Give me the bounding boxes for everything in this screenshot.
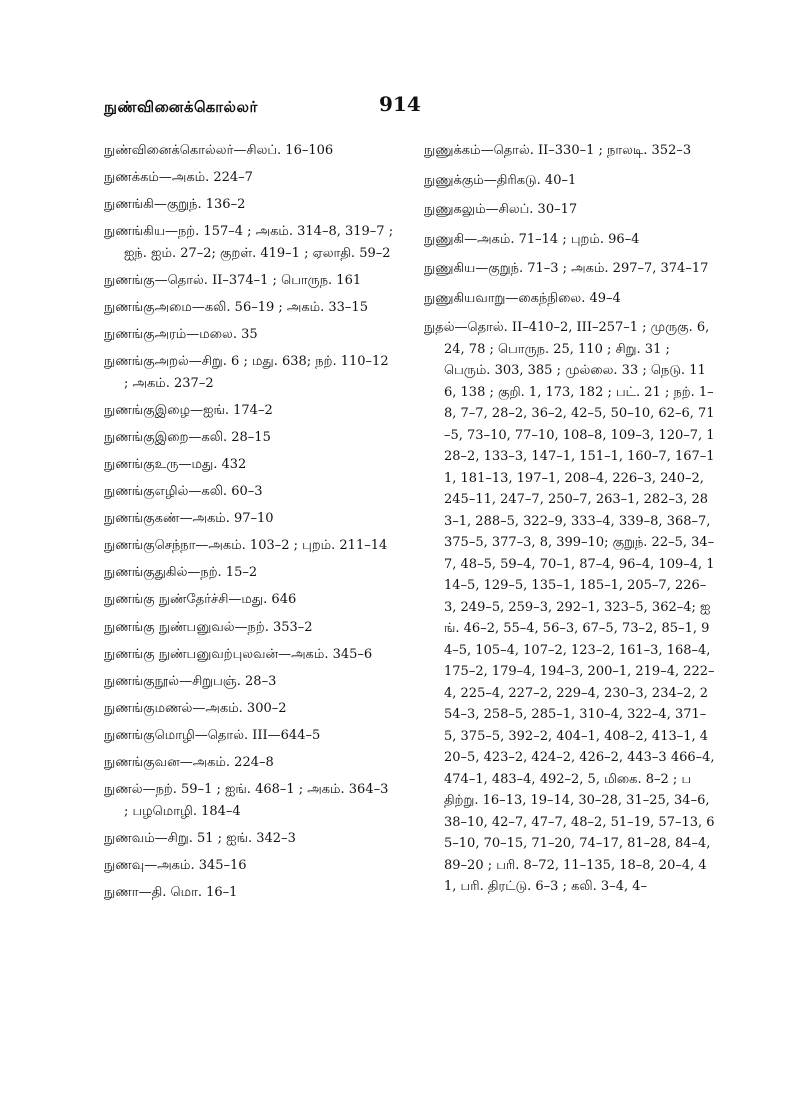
- index-entry: நுணக்கம்—அகம். 224–7: [104, 170, 253, 186]
- index-entry: நுணங்குமொழி—தொல். III—644–5: [104, 727, 321, 743]
- index-entry: நுணங்குவன—அகம். 224–8: [104, 754, 274, 770]
- index-entry: நுணல்—நற். 59–1 ; ஐங். 468–1 ; அகம். 364–3 ; பழமொழி. 184–4: [104, 782, 389, 819]
- index-entry: நுணா—தி. மொ. 16–1: [104, 884, 238, 900]
- index-entry: நுணுக்கம்—தொல். II–330–1 ; நாலடி. 352–3: [424, 143, 692, 158]
- index-entry: நுணங்குஅறல்—சிறு. 6 ; மது. 638; நற். 110–12 ; அகம். 237–2: [104, 354, 389, 391]
- page-number: 914: [379, 92, 421, 116]
- index-entry: நுணங்குகண்—அகம். 97–10: [104, 511, 274, 527]
- index-entry: நுணங்குஇறை—கலி. 28–15: [104, 429, 271, 445]
- index-entry: நுணங்குஇழை—ஐங். 174–2: [104, 402, 273, 418]
- index-entry: நுணவு—அகம். 345–16: [104, 857, 247, 873]
- left-column: [104, 140, 394, 909]
- index-entry: நுணங்குதுகில்—நற். 15–2: [104, 565, 258, 581]
- index-entry: நுணங்கு நுண்தேர்ச்சி—மது. 646: [104, 592, 297, 608]
- index-entry: நுணங்குஅரம்—மலை. 35: [104, 327, 258, 343]
- index-entry: நுணவம்—சிறு. 51 ; ஐங். 342–3: [104, 830, 296, 846]
- index-entry: நுணங்குஎழில்—கலி. 60–3: [104, 484, 263, 500]
- index-entry: நுணங்கிய—நற். 157–4 ; அகம். 314–8, 319–7 ; ஐந். ஐம். 27–2; குறள். 419–1 ; ஏலாதி. 59–2: [104, 224, 394, 261]
- index-entry: நுதல்—தொல். II–410–2, III–257–1 ; முருகு. 6, 24, 78 ; பொருந. 25, 110 ; சிறு. 31 ; பெரும். 303, 385 ; முல்லை. 33 ; நெடு. 116, 138 ; குறி. 1, 173, 182 ; பட். 21 ; நற். 1–8, 7–7, 28–2, 36–2, 42–5, 50–10, 62–6, 71–5, 73–10, 77–10, 108–8, 109–3, 120–7, 128–2, 133–3, 147–1, 151–1, 160–7, 167–11, 181–13, 197–1, 208–4, 226–3, 240–2, 245–11, 247–7, 250–7, 263–1, 282–3, 283–1, 288–5, 322–9, 333–4, 339–8, 368–7,375–5, 377–3, 8, 399–10; குறுந். 22–5, 34–7, 48–5, 59–4, 70–1, 87–4, 96–4, 109–4, 114–5, 129–5, 135–1, 185–1, 205–7, 226–3, 249–5, 259–3, 292–1, 323–5, 362–4; ஐங். 46–2, 55–4, 56–3, 67–5, 73–2, 85–1, 94–5, 105–4, 107–2, 123–2, 161–3, 168–4, 175–2, 179–4, 194–3, 200–1, 219–4, 222–4, 225–4, 227–2, 229–4, 230–3, 234–2, 254–3, 258–5, 285–1, 310–4, 322–4, 371–5, 375–5, 392–2, 404–1, 408–2, 413–1, 420–5, 423–2, 424–2, 426–2, 443–3 466–4, 474–1, 483–4, 492–2, 5, மிகை. 8–2 ; பதிற்று. 16–13, 19–14, 30–28, 31–25, 34–6, 38–10, 42–7, 47–7, 48–2, 51–19, 57–13, 65–10, 70–15, 71–20, 74–17, 81–28, 84–4, 89–20 ; பரி. 8–72, 11–135, 18–8, 20–4, 41, பரி. திரட்டு. 6–3 ; கலி. 3–4, 4–: [424, 320, 715, 894]
- index-entry: நுணுகியவாறு—கைந்நிலை. 49–4: [424, 290, 621, 306]
- index-entry: நுணங்கு நுண்பனுவற்புலவன்—அகம். 345–6: [104, 646, 373, 662]
- index-entry: நுண்வினைக்கொல்லர்—சிலப். 16–106: [104, 143, 334, 158]
- index-entry: நுணங்குமணல்—அகம். 300–2: [104, 700, 287, 716]
- index-entry: நுணங்கு நுண்பனுவல்—நற். 353–2: [104, 619, 313, 635]
- index-entry: நுணங்குநூல்—சிறுபஞ். 28–3: [104, 673, 277, 689]
- index-entry: நுணுக்கும்—திரிகடு. 40–1: [424, 172, 577, 188]
- running-head: நுண்வினைக்கொல்லர்: [104, 98, 258, 116]
- index-entry: நுணங்குசெந்நா—அகம். 103–2 ; புறம். 211–14: [104, 538, 388, 554]
- index-entry: நுணங்கி—குறுந். 136–2: [104, 197, 246, 213]
- right-column: [424, 140, 716, 906]
- index-entry: நுணங்குஉரு—மது. 432: [104, 456, 247, 472]
- index-entry: நுணுகிய—குறுந். 71–3 ; அகம். 297–7, 374–17: [424, 261, 709, 276]
- index-entry: நுணங்குஅமை—கலி. 56–19 ; அகம். 33–15: [104, 299, 368, 315]
- index-entry: நுணங்கு—தொல். II–374–1 ; பொருந. 161: [104, 272, 362, 288]
- index-entry: நுணுகி—அகம். 71–14 ; புறம். 96–4: [424, 231, 640, 247]
- index-entry: நுணுகலும்—சிலப். 30–17: [424, 202, 578, 217]
